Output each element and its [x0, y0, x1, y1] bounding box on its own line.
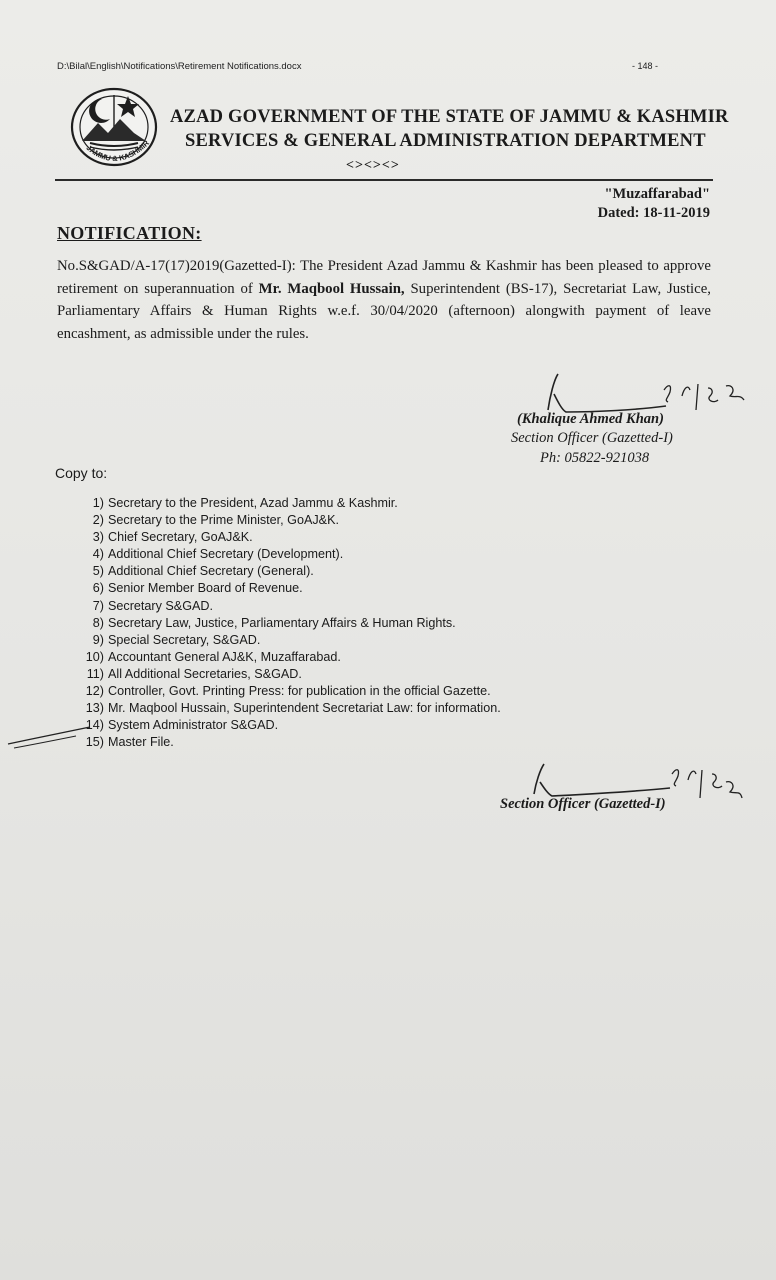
- list-item-number: 8): [92, 615, 104, 630]
- list-item-number: 4): [92, 547, 104, 562]
- government-emblem-logo: [68, 83, 160, 175]
- list-item-text: Secretary Law, Justice, Parliamentary Affairs & Human Rights.: [108, 615, 456, 630]
- list-item-number: 14): [85, 718, 104, 733]
- list-item-text: Additional Chief Secretary (Development).: [108, 547, 344, 562]
- signatory-phone: Ph: 05822-921038: [540, 450, 650, 466]
- header-ornament: <><><>: [346, 158, 400, 173]
- list-item-text: Chief Secretary, GoAJ&K.: [108, 530, 253, 545]
- list-item: [76, 615, 501, 632]
- list-item: [76, 512, 501, 529]
- signatory-designation: Section Officer (Gazetted-I): [511, 430, 673, 446]
- list-item: [76, 546, 501, 563]
- list-item-number: 7): [92, 598, 104, 613]
- list-item-text: System Administrator S&GAD.: [108, 718, 279, 733]
- list-item-text: Additional Chief Secretary (General).: [108, 564, 314, 579]
- list-item-text: Special Secretary, S&GAD.: [108, 632, 261, 647]
- list-item-number: 9): [92, 632, 104, 647]
- header-department-title: SERVICES & GENERAL ADMINISTRATION DEPARTMENT: [185, 131, 706, 151]
- list-item: [76, 649, 501, 666]
- employee-name: Mr. Maqbool Hussain,: [258, 280, 405, 297]
- file-path: D:\Bilal\English\Notifications\Retirement Notifications.docx: [57, 61, 302, 72]
- second-signatory-designation: Section Officer (Gazetted-I): [500, 796, 666, 812]
- list-item: [76, 563, 501, 580]
- list-item: [76, 632, 501, 649]
- list-item-text: Accountant General AJ&K, Muzaffarabad.: [108, 649, 341, 664]
- list-item-text: Master File.: [108, 735, 174, 750]
- list-item-number: 5): [92, 564, 104, 579]
- list-item: [76, 666, 501, 683]
- copy-to-heading: Copy to:: [55, 465, 108, 481]
- list-item-number: 2): [92, 513, 104, 528]
- list-item-number: 1): [92, 496, 104, 510]
- list-item: [76, 683, 501, 700]
- logo-caption: JAMMU & KASHMIR: [84, 138, 151, 164]
- header-divider: [55, 179, 713, 181]
- list-item-number: 12): [85, 684, 104, 699]
- list-item-text: Secretary S&GAD.: [108, 598, 213, 613]
- list-item: [76, 598, 501, 615]
- notification-text-part1: No.S&GAD/A-17(17)2019(Gazetted-I): The President Azad Jammu & Kashmir has been pleased to approve retirement on superannuation of: [57, 258, 711, 297]
- list-item-number: 13): [85, 701, 104, 716]
- list-item: [76, 580, 501, 597]
- list-item-text: Secretary to the Prime Minister, GoAJ&K.: [108, 513, 339, 528]
- date-label: Dated: 18-11-2019: [597, 205, 710, 221]
- list-item: [76, 734, 501, 751]
- list-item-number: 11): [86, 666, 104, 681]
- copy-to-list: [76, 495, 501, 751]
- list-item-text: Secretary to the President, Azad Jammu & Kashmir.: [108, 496, 398, 510]
- list-item: [76, 717, 501, 734]
- list-item: [76, 700, 501, 717]
- pen-mark-arrow: [6, 722, 96, 750]
- list-item-text: All Additional Secretaries, S&GAD.: [108, 666, 302, 681]
- list-item: [76, 529, 501, 546]
- notification-text-part2: Superintendent (BS-17), Secretariat Law, Justice, Parliamentary Affairs & Human Rights w.e.f. 30/04/2020 (afternoon) alongwith payment of leave encashment, as admissible under the rules.: [57, 280, 711, 342]
- page-number: - 148 -: [632, 61, 659, 71]
- list-item-text: Controller, Govt. Printing Press: for publication in the official Gazette.: [108, 684, 491, 699]
- notification-title: NOTIFICATION:: [57, 223, 202, 243]
- list-item-text: Mr. Maqbool Hussain, Superintendent Secretariat Law: for information.: [108, 701, 501, 716]
- header-government-title: AZAD GOVERNMENT OF THE STATE OF JAMMU & KASHMIR: [170, 107, 729, 127]
- notification-body: [57, 255, 711, 345]
- list-item-number: 15): [85, 735, 104, 750]
- list-item: [76, 495, 501, 512]
- signatory-name: (Khalique Ahmed Khan): [517, 411, 664, 427]
- list-item-number: 6): [92, 581, 104, 596]
- list-item-number: 3): [92, 530, 104, 545]
- list-item-number: 10): [85, 649, 104, 664]
- list-item-text: Senior Member Board of Revenue.: [108, 581, 303, 596]
- place-label: "Muzaffarabad": [604, 186, 710, 202]
